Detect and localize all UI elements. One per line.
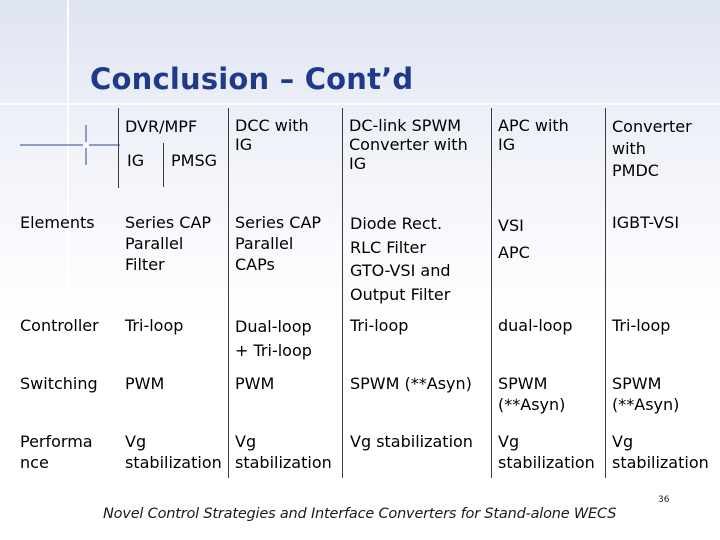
cell-switching-dcc [235, 373, 274, 394]
cell-elements-apc [498, 212, 530, 266]
cell-line: APC [498, 243, 530, 262]
cell-controller-pmdc [612, 315, 670, 336]
cell-line: CAPs [235, 255, 275, 274]
page-number: 36 [658, 495, 670, 505]
header-line: IG [235, 135, 253, 154]
cell-line: SPWM [498, 374, 548, 393]
cell-switching-pmdc [612, 373, 679, 415]
cell-line: stabilization [125, 453, 222, 472]
header-line: IG [349, 154, 367, 173]
cell-line: Tri-loop [125, 316, 184, 335]
cell-line: SPWM [612, 374, 662, 393]
cell-line: Diode Rect. [350, 214, 443, 233]
cell-switching-dclink [350, 373, 472, 394]
cell-line: VSI [498, 216, 524, 235]
cell-line: Tri-loop [612, 316, 671, 335]
cell-line: Vg [235, 432, 257, 451]
label-line: Switching [20, 374, 98, 393]
header-dvr-mpf: DVR/MPF [125, 117, 198, 136]
cell-performance-dvr [125, 431, 222, 473]
cell-line: Vg [498, 432, 520, 451]
cell-line: Vg [125, 432, 147, 451]
header-ig: IG [127, 151, 145, 170]
cell-controller-dcc [235, 315, 312, 363]
header-converter-pmdc [612, 116, 692, 182]
label-line: Elements [20, 213, 95, 232]
cell-switching-dvr [125, 373, 164, 394]
cell-performance-dclink [350, 431, 473, 452]
header-line: Converter with [349, 135, 468, 154]
label-line: nce [20, 453, 49, 472]
footer-text: Novel Control Strategies and Interface Converters for Stand-alone WECS [103, 506, 617, 522]
column-divider [163, 143, 164, 187]
cell-line: (**Asyn) [612, 395, 680, 414]
header-line: IG [498, 135, 516, 154]
cell-line: stabilization [235, 453, 332, 472]
column-divider [118, 108, 119, 188]
column-divider [491, 108, 492, 478]
cell-line: Parallel [235, 234, 294, 253]
row-label-switching [20, 373, 98, 394]
header-dc-link-spwm [349, 116, 468, 173]
cell-line: Series CAP [235, 213, 322, 232]
cell-line: PWM [125, 374, 165, 393]
cell-line: Tri-loop [350, 316, 409, 335]
cell-line: RLC Filter [350, 237, 426, 257]
row-label-elements [20, 212, 95, 233]
comparison-table [0, 108, 720, 480]
header-pmsg: PMSG [171, 151, 218, 170]
label-line: Performa [20, 432, 93, 451]
cell-line: SPWM (**Asyn) [350, 374, 472, 393]
cell-line: Filter [125, 255, 165, 274]
header-apc-with-ig [498, 116, 569, 154]
row-label-controller [20, 315, 99, 336]
slide-title: Conclusion – Cont’d [90, 62, 414, 96]
header-line: DC-link SPWM [349, 116, 462, 135]
cell-controller-dclink [350, 315, 408, 336]
cell-performance-pmdc [612, 431, 709, 473]
cell-line: + Tri-loop [235, 341, 312, 360]
row-label-performance [20, 431, 93, 473]
cell-line: Vg stabilization [350, 432, 473, 451]
header-line: with [612, 139, 646, 158]
cell-elements-dcc [235, 212, 321, 275]
column-divider [605, 108, 606, 478]
header-line: DCC with [235, 116, 309, 135]
cell-switching-apc [498, 373, 565, 415]
cell-line: GTO-VSI and [350, 261, 451, 280]
cell-line: dual-loop [498, 316, 573, 335]
column-divider [228, 108, 229, 478]
header-line: APC with [498, 116, 569, 135]
cell-elements-pmdc [612, 212, 679, 233]
cell-line: (**Asyn) [498, 395, 566, 414]
cell-controller-dvr [125, 315, 183, 336]
column-divider [342, 108, 343, 478]
cell-performance-dcc [235, 431, 332, 473]
cell-line: Series CAP [125, 213, 212, 232]
decorative-horizontal-line [0, 103, 720, 105]
cell-line: Output Filter [350, 284, 451, 304]
cell-controller-apc [498, 315, 573, 336]
header-dcc-with-ig [235, 116, 309, 154]
cell-line: stabilization [612, 453, 709, 472]
header-line: Converter [612, 117, 692, 136]
cell-line: Dual-loop [235, 317, 312, 336]
cell-elements-dvr [125, 212, 211, 275]
cell-line: Vg [612, 432, 634, 451]
cell-line: stabilization [498, 453, 595, 472]
label-line: Controller [20, 316, 99, 335]
cell-performance-apc [498, 431, 595, 473]
header-line: PMDC [612, 161, 659, 180]
cell-line: Parallel [125, 234, 184, 253]
cell-elements-dclink [350, 212, 450, 306]
cell-line: IGBT-VSI [612, 213, 680, 232]
cell-line: PWM [235, 374, 275, 393]
